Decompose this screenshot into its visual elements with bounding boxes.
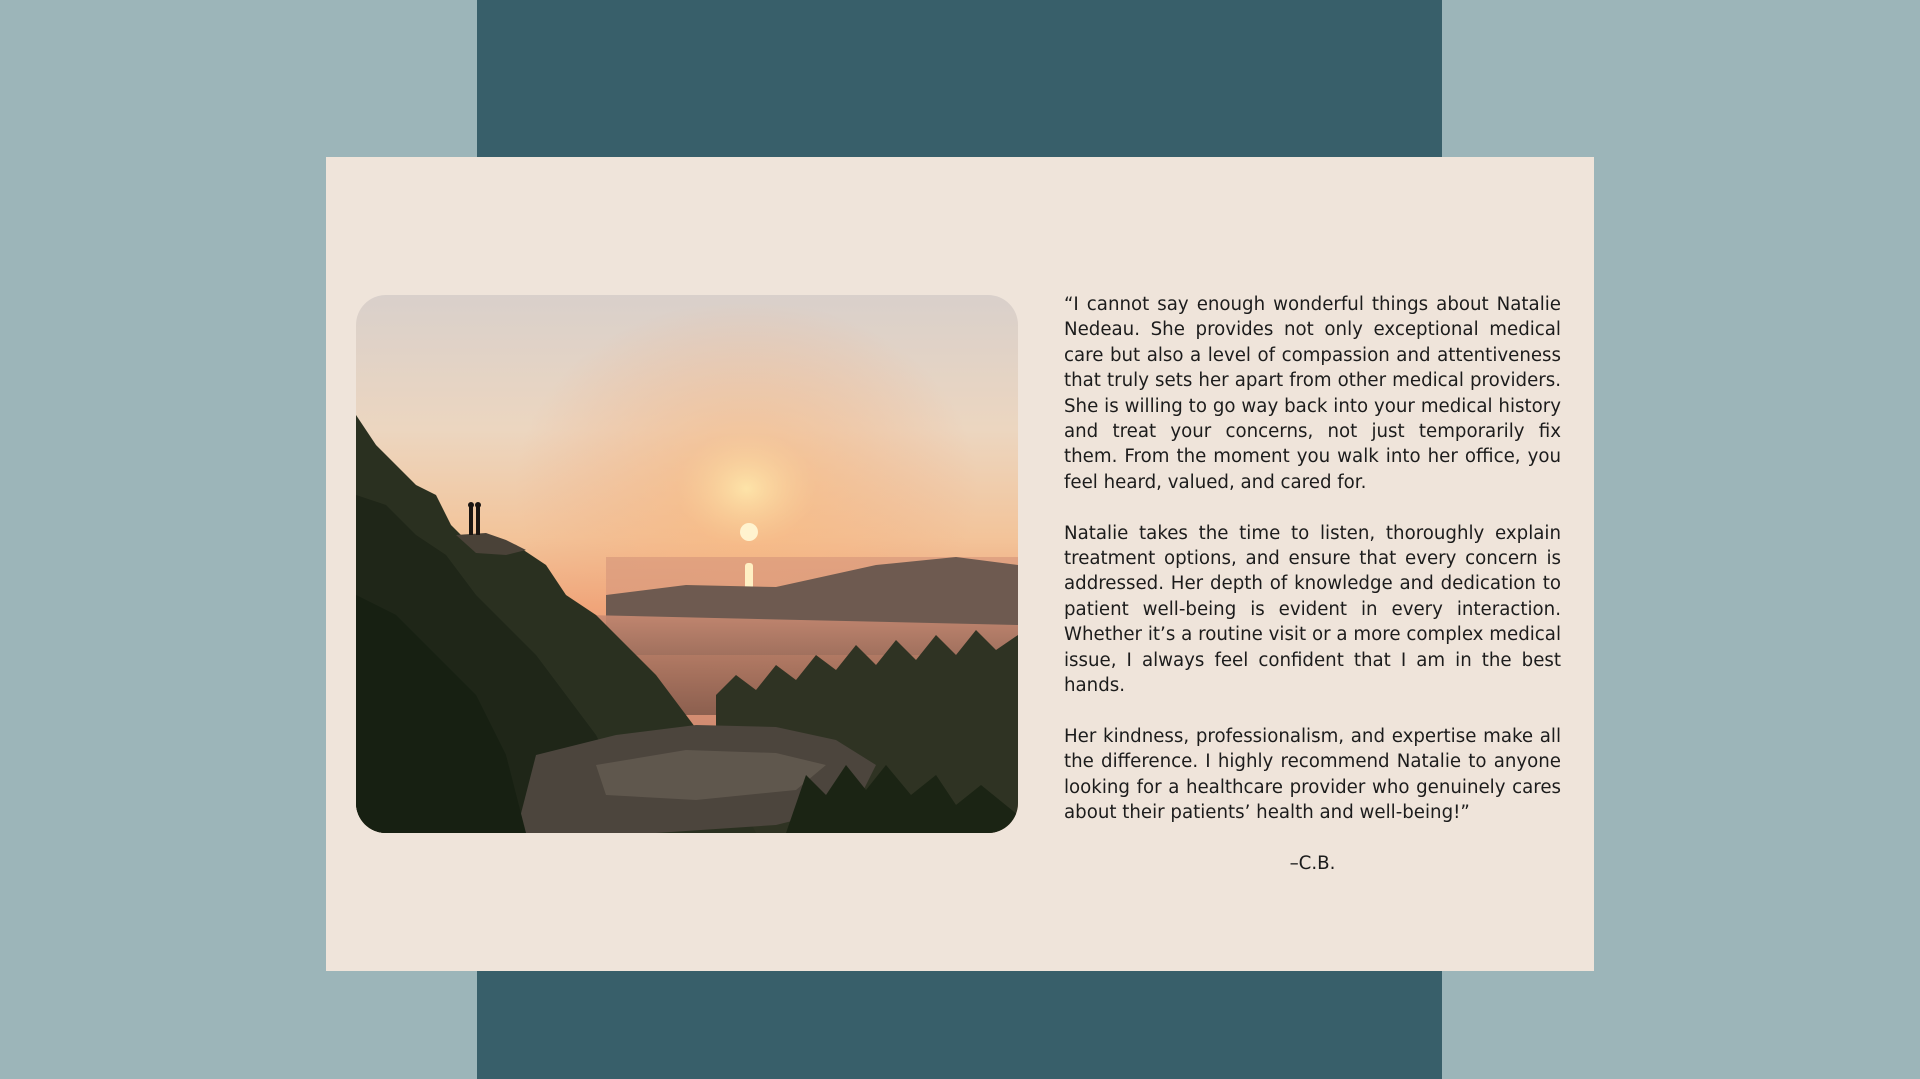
testimonial-quote (1064, 292, 1561, 876)
testimonial-signature: –C.B. (1289, 852, 1336, 874)
testimonial-paragraph-3: Her kindness, professionalism, and expertise make all the difference. I highly recommend Natalie to anyone looking for a healthcare provider who genuinely cares about their patients’ health and well-being!” (1064, 725, 1561, 824)
testimonial-paragraph-2: Natalie takes the time to listen, thoroughly explain treatment options, and ensure that every concern is addressed. Her depth of knowledge and dedication to patient well-being is evident in every interaction. Whether it’s a routine visit or a more complex medical issue, I always feel confident that I am in the best hands. (1064, 522, 1561, 697)
sunset-landscape-image (356, 295, 1018, 833)
testimonial-paragraph-1: “I cannot say enough wonderful things about Natalie Nedeau. She provides not only exceptional medical care but also a level of compassion and attentiveness that truly sets her apart from other medical providers. She is willing to go way back into your medical history and treat your concerns, not just temporarily fix them. From the moment you walk into her office, you feel heard, valued, and cared for. (1064, 294, 1561, 493)
